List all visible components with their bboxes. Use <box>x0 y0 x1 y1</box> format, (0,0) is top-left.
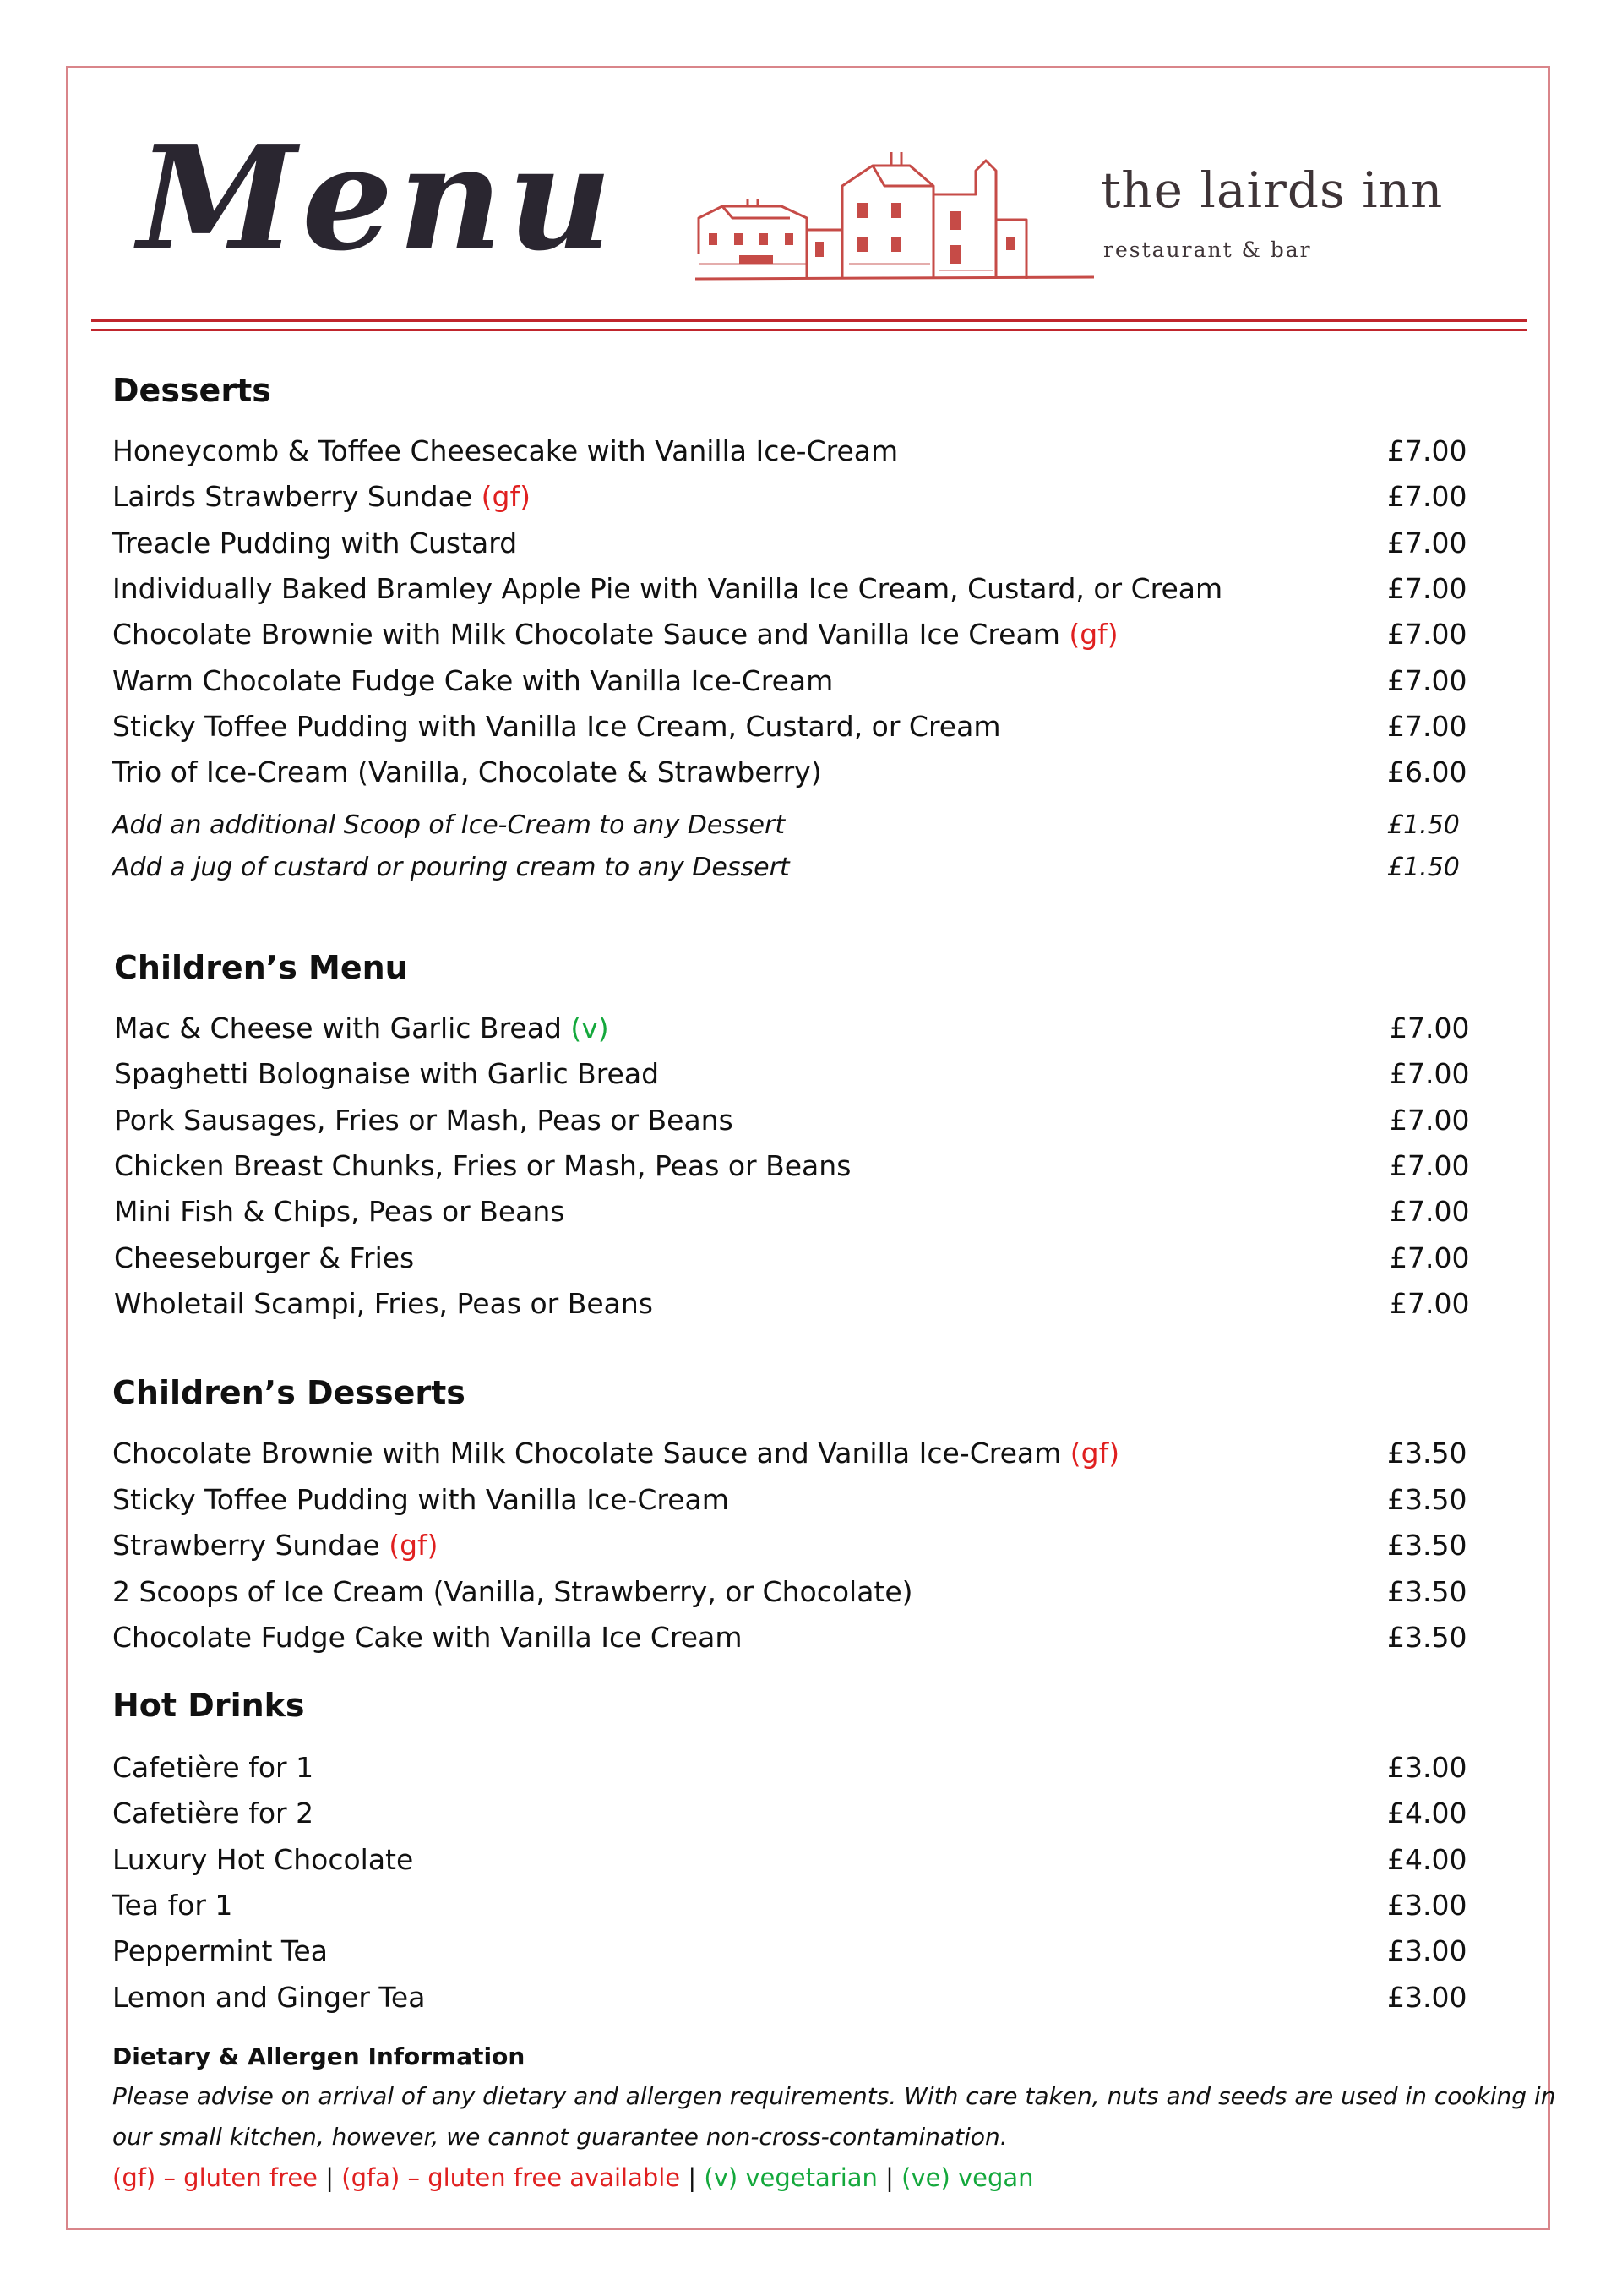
item-price: £3.50 <box>1387 1437 1467 1470</box>
legend-gf: (gf) – gluten free <box>112 2163 318 2192</box>
dessert-item <box>112 526 1467 559</box>
brand-name: the lairds inn <box>1101 161 1444 219</box>
item-name: Pork Sausages, Fries or Mash, Peas or Beans <box>114 1103 733 1137</box>
item-name: Strawberry Sundae <box>112 1529 389 1562</box>
item-price: £7.00 <box>1387 618 1467 652</box>
dietary-tag: (gf) <box>1070 1437 1120 1470</box>
childrens-menu-item <box>114 1057 1470 1091</box>
legend-separator: | <box>885 2163 894 2192</box>
childrens-dessert-item <box>112 1621 1467 1654</box>
item-name: Warm Chocolate Fudge Cake with Vanilla Ice-Cream <box>112 663 834 697</box>
item-name: Mac & Cheese with Garlic Bread <box>114 1012 571 1044</box>
dietary-tag: (gf) <box>1069 618 1119 652</box>
dietary-text-line-2: our small kitchen, however, we cannot guarantee non-cross-contamination. <box>112 2123 1008 2151</box>
item-name: Spaghetti Bolognaise with Garlic Bread <box>114 1057 660 1091</box>
hot-drink-item <box>112 1888 1467 1922</box>
item-price: £7.00 <box>1387 709 1467 743</box>
childrens-dessert-section-title: Children’s Desserts <box>112 1374 465 1411</box>
childrens-menu-item <box>114 1195 1470 1229</box>
item-price: £3.00 <box>1387 1751 1467 1784</box>
childrens-menu-item <box>114 1148 1470 1182</box>
item-name: Sticky Toffee Pudding with Vanilla Ice Cream, Custard, or Cream <box>112 709 1001 743</box>
dessert-extra <box>112 853 1460 882</box>
item-name: Cheeseburger & Fries <box>114 1241 415 1274</box>
dietary-text-line-1: Please advise on arrival of any dietary and allergen requirements. With care taken, nuts and seeds are used in cooking in <box>112 2082 1556 2110</box>
item-price: £7.00 <box>1390 1148 1470 1182</box>
item-name: Cafetière for 1 <box>112 1751 314 1784</box>
item-price: £3.50 <box>1387 1529 1467 1562</box>
item-name: Cafetière for 2 <box>112 1797 314 1830</box>
item-price: £7.00 <box>1387 526 1467 559</box>
extra-name: Add an additional Scoop of Ice-Cream to any Dessert <box>112 810 786 840</box>
item-price: £6.00 <box>1387 755 1467 789</box>
legend-gfa: (gfa) – gluten free available <box>341 2163 681 2192</box>
item-name: Lemon and Ginger Tea <box>112 1980 426 2014</box>
header-rule-bottom <box>91 329 1527 331</box>
extra-price: £1.50 <box>1387 853 1460 882</box>
childrens-dessert-item <box>112 1482 1467 1516</box>
item-price: £3.00 <box>1387 1888 1467 1922</box>
extra-price: £1.50 <box>1387 810 1460 840</box>
childrens-dessert-item <box>112 1529 1467 1562</box>
item-price: £7.00 <box>1390 1241 1470 1274</box>
page-title: Menu <box>138 114 618 283</box>
hot-drink-section-title: Hot Drinks <box>112 1687 305 1724</box>
item-price: £7.00 <box>1390 1057 1470 1091</box>
dessert-item <box>112 571 1467 605</box>
header-rule-top <box>91 319 1527 322</box>
item-name: Sticky Toffee Pudding with Vanilla Ice-Cream <box>112 1482 729 1516</box>
dessert-item <box>112 480 1467 514</box>
item-name: Treacle Pudding with Custard <box>112 526 518 559</box>
dietary-tag: (gf) <box>481 480 531 514</box>
childrens-menu-item <box>114 1012 1470 1044</box>
dessert-extra <box>112 810 1460 840</box>
item-name: Chocolate Brownie with Milk Chocolate Sauce and Vanilla Ice Cream <box>112 618 1070 652</box>
brand-subtitle: restaurant & bar <box>1103 237 1312 262</box>
item-price: £3.00 <box>1387 1934 1467 1968</box>
item-price: £7.00 <box>1387 434 1467 467</box>
dessert-item <box>112 755 1467 789</box>
dietary-tag: (gf) <box>389 1529 438 1562</box>
dessert-item <box>112 618 1467 652</box>
item-price: £3.50 <box>1387 1621 1467 1654</box>
item-name: Trio of Ice-Cream (Vanilla, Chocolate & Strawberry) <box>112 755 822 789</box>
hot-drink-item <box>112 1751 1467 1784</box>
item-price: £7.00 <box>1390 1195 1470 1229</box>
item-name: Lairds Strawberry Sundae <box>112 480 482 514</box>
dietary-heading: Dietary & Allergen Information <box>112 2042 525 2070</box>
dietary-legend <box>112 2163 1034 2192</box>
legend-separator: | <box>688 2163 697 2192</box>
hot-drink-item <box>112 1934 1467 1968</box>
childrens-menu-section-title: Children’s Menu <box>114 949 408 986</box>
legend-separator: | <box>325 2163 335 2192</box>
hot-drink-item <box>112 1980 1467 2014</box>
item-price: £4.00 <box>1387 1797 1467 1830</box>
childrens-dessert-item <box>112 1437 1467 1470</box>
legend-ve: (ve) vegan <box>901 2163 1034 2192</box>
item-name: Chicken Breast Chunks, Fries or Mash, Peas or Beans <box>114 1148 852 1182</box>
item-price: £7.00 <box>1390 1103 1470 1137</box>
dessert-item <box>112 434 1467 467</box>
item-price: £3.00 <box>1387 1980 1467 2014</box>
item-price: £7.00 <box>1390 1286 1470 1320</box>
item-price: £7.00 <box>1387 480 1467 514</box>
item-name: Luxury Hot Chocolate <box>112 1842 414 1876</box>
page-frame <box>66 66 1556 2230</box>
extra-name: Add a jug of custard or pouring cream to any Dessert <box>112 853 790 882</box>
item-price: £3.50 <box>1387 1482 1467 1516</box>
dessert-item <box>112 709 1467 743</box>
childrens-menu-item <box>114 1103 1470 1137</box>
dessert-item <box>112 663 1467 697</box>
inn-building-logo <box>689 152 1102 287</box>
item-name: 2 Scoops of Ice Cream (Vanilla, Strawberry, or Chocolate) <box>112 1574 913 1608</box>
childrens-menu-item <box>114 1286 1470 1320</box>
item-name: Mini Fish & Chips, Peas or Beans <box>114 1195 565 1229</box>
item-name: Chocolate Fudge Cake with Vanilla Ice Cream <box>112 1621 743 1654</box>
item-name: Chocolate Brownie with Milk Chocolate Sauce and Vanilla Ice-Cream <box>112 1437 1070 1470</box>
childrens-menu-item <box>114 1241 1470 1274</box>
item-price: £7.00 <box>1387 663 1467 697</box>
dessert-section-title: Desserts <box>112 372 271 409</box>
item-name: Tea for 1 <box>112 1888 233 1922</box>
item-name: Wholetail Scampi, Fries, Peas or Beans <box>114 1286 653 1320</box>
legend-v: (v) vegetarian <box>704 2163 878 2192</box>
childrens-dessert-item <box>112 1574 1467 1608</box>
item-name: Peppermint Tea <box>112 1934 328 1968</box>
item-price: £4.00 <box>1387 1842 1467 1876</box>
item-price: £3.50 <box>1387 1574 1467 1608</box>
item-price: £7.00 <box>1390 1012 1470 1044</box>
dietary-tag: (v) <box>570 1012 609 1044</box>
item-name: Individually Baked Bramley Apple Pie with Vanilla Ice Cream, Custard, or Cream <box>112 571 1223 605</box>
item-price: £7.00 <box>1387 571 1467 605</box>
hot-drink-item <box>112 1842 1467 1876</box>
item-name: Honeycomb & Toffee Cheesecake with Vanilla Ice-Cream <box>112 434 899 467</box>
hot-drink-item <box>112 1797 1467 1830</box>
